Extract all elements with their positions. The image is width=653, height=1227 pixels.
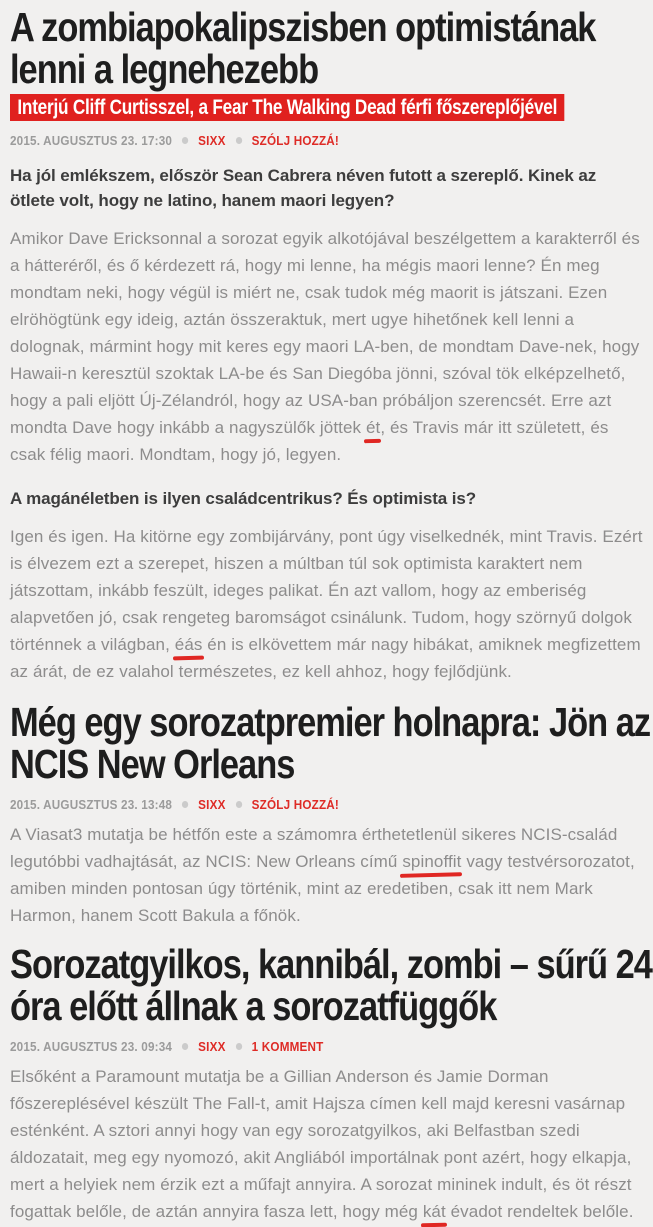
article-title-line: Még egy sorozatpremier holnapra: Jön az (10, 699, 651, 745)
post-date: 2015. AUGUSZTUS 23. 13:48 (10, 797, 173, 812)
typo-word-text: spinoffit (402, 852, 462, 871)
article-title[interactable] (10, 699, 651, 787)
bullet-separator-icon (235, 137, 241, 144)
interview-question: Ha jól emlékszem, először Sean Cabrera néven futott a szereplő. Kinek az ötlete volt, hogy ne latino, hanem maori legyen? (10, 166, 597, 210)
bullet-separator-icon (182, 801, 188, 808)
article-meta (10, 132, 643, 148)
article-paragraph (10, 523, 643, 685)
article-meta (10, 1038, 643, 1054)
article-title-line: Sorozatgyilkos, kannibál, zombi – sűrű 24 (10, 941, 652, 987)
bullet-separator-icon (235, 1043, 241, 1050)
paragraph-text: vagy testvérsorozatot, amiben minden pontosan úgy történik, mint az eredetiben, csak itt nem Mark Harmon, hanem Scott Bakula a főnök. (10, 852, 635, 925)
article-title[interactable] (10, 6, 643, 90)
article-paragraph (10, 225, 643, 468)
bullet-separator-icon (182, 1043, 188, 1050)
bullet-separator-icon (235, 801, 241, 808)
comments-link[interactable]: SZÓLJ HOZZÁ! (251, 797, 339, 812)
author-link[interactable]: SIXX (198, 797, 226, 812)
paragraph-text: évadot rendeltek belőle. (445, 1202, 634, 1221)
author-link[interactable]: SIXX (198, 133, 226, 148)
article-feed (10, 4, 652, 1225)
article-paragraph (10, 1063, 643, 1225)
typo-marked-word (402, 852, 461, 871)
paragraph-text: Amikor Dave Ericksonnal a sorozat egyik alkotójával beszélgettem a karakterről és a hátteréről, és ő kérdezett rá, hogy mi lenne, ha mégis maori lenne? Én meg mondtam neki, hogy végül is miért ne, csak tudok még maorit is játszani. Ezen elröhögtünk egy ideig, aztán összeraktuk, mert ugye hihetőnek kell lenni a dolognak, mármint hogy mit keres egy maori LA-ben, de mondtam Dave-nek, hogy Hawaii-n keresztül szoktak LA-be és San Diegóba jönni, szóval tök elképzelhető, hogy a pali eljött Új-Zélandról, hogy az USA-ban próbáljon szerencsét. Erre azt mondta Dave hogy inkább a nagyszülők jöttek (10, 229, 640, 437)
author-link[interactable]: SIXX (198, 1039, 226, 1054)
post-date: 2015. AUGUSZTUS 23. 17:30 (10, 133, 173, 148)
article-lead: Interjú Cliff Curtisszel, a Fear The Walking Dead férfi főszereplőjével (10, 94, 565, 121)
interview-question: A magánéletben is ilyen családcentrikus? És optimista is? (10, 489, 477, 508)
bullet-separator-icon (182, 137, 188, 144)
article-post-3 (10, 941, 652, 1225)
article-lead-row (10, 94, 643, 121)
paragraph-text: Elsőként a Paramount mutatja be a Gillian Anderson és Jamie Dorman főszereplésével készült The Fall-t, amit Hajsza címen kell majd keresni vasárnap esténként. A sztori annyi hogy van egy sorozatgyilkos, aki Belfastban szedi áldozatait, meg egy nyomozó, akit Angliából importálnak pont azért, hogy elkapja, mert a helyiek nem érzik ezt a műfajt annyira. A sorozat mininek indult, és öt részt fogattak belőle, de aztán annyira fasza lett, hogy még (10, 1067, 632, 1221)
typo-marked-word (175, 635, 203, 654)
article-title-line: óra előtt állnak a sorozatfüggők (10, 983, 497, 1029)
article-post-2 (10, 699, 651, 929)
paragraph-text: , és Travis már itt született, és csak félig maori. Mondtam, hogy jó, legyen. (10, 418, 609, 464)
paragraph-text: A Viasat3 mutatja be hétfőn este a számomra érthetetlenül sikeres NCIS-család legutóbbi vadhajtását, az NCIS: New Orleans című (10, 825, 618, 871)
typo-marked-word (423, 1202, 446, 1221)
article-meta (10, 796, 643, 812)
article-title-line: A zombiapokalipszisben optimistának (10, 4, 596, 50)
article-paragraph (10, 821, 643, 929)
comments-link[interactable]: SZÓLJ HOZZÁ! (251, 133, 339, 148)
article-title-line: lenni a legnehezebb (10, 46, 319, 92)
typo-word-text: ét (365, 418, 381, 437)
typo-word-text: kát (422, 1202, 446, 1221)
paragraph-text: Igen és igen. Ha kitörne egy zombijárvány, pont úgy viselkednék, mint Travis. Ezért is élvezem ezt a szerepet, hiszen a múltban túl sok optimista karaktert nem játszottam, inkább feszült, ideges palikat. Én azt vallom, hogy az emberiség alapvetően jó, csak rengeteg baromságot csinálunk. Tudom, hogy szörnyű dolgok történnek a világban, (10, 527, 643, 654)
typo-marked-word (366, 418, 380, 437)
paragraph-text: én is elkövettem már nagy hibákat, amiknek megfizettem az árát, de ez valahol természetes, ez kell ahhoz, hogy fejlődjünk. (10, 635, 641, 681)
article-title-line: NCIS New Orleans (10, 741, 295, 787)
comments-link[interactable]: 1 KOMMENT (251, 1039, 324, 1054)
article-post-1 (10, 6, 643, 685)
article-title[interactable] (10, 941, 652, 1029)
typo-word-text: éás (174, 635, 203, 654)
post-date: 2015. AUGUSZTUS 23. 09:34 (10, 1039, 173, 1054)
